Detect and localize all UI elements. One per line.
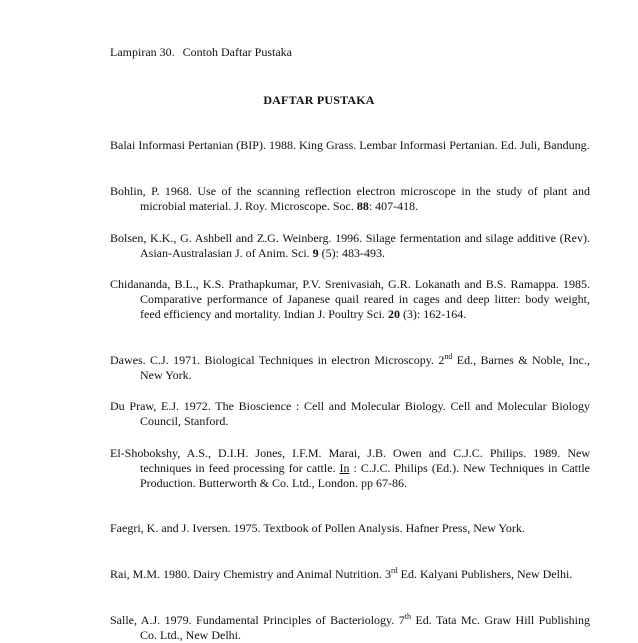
appendix-caption-text: Contoh Daftar Pustaka [182,45,292,59]
reference-entry: Bohlin, P. 1968. Use of the scanning reflection electron microscope in the study of plant and microbial material. J. Roy. Microscope. Soc. 88: 407-418. [110,184,590,213]
reference-entry: Faegri, K. and J. Iversen. 1975. Textbook of Pollen Analysis. Hafner Press, New York. [110,521,525,535]
page-title: DAFTAR PUSTAKA [263,93,375,107]
appendix-caption [110,45,292,60]
reference-entry: Salle, A.J. 1979. Fundamental Principles of Bacteriology. 7th Ed. Tata Mc. Graw Hill Publishing Co. Ltd., New Delhi. [110,612,591,642]
reference-entry: Rai, M.M. 1980. Dairy Chemistry and Animal Nutrition. 3rd Ed. Kalyani Publishers, New Delhi. [110,566,573,581]
reference-entry: Bolsen, K.K., G. Ashbell and Z.G. Weinberg. 1996. Silage fermentation and silage additive (Rev). Asian-Australasian J. of Anim. Sci. 9 (5): 483-493. [110,231,590,260]
reference-entry: Balai Informasi Pertanian (BIP). 1988. King Grass. Lembar Informasi Pertanian. Ed. Juli, Bandung. [110,138,590,152]
reference-entry: Chidananda, B.L., K.S. Prathapkumar, P.V. Srenivasiah, G.R. Lokanath and B.S. Ramappa. 1985. Comparative performance of Japanese quail reared in cages and deep litter: body weight, feed efficiency and mortality. Indian J. Poultry Sci. 20 (3): 162-164. [110,277,590,321]
reference-entry: Du Praw, E.J. 1972. The Bioscience : Cell and Molecular Biology. Cell and Molecular Biology Council, Stanford. [110,399,590,428]
reference-entry: Dawes. C.J. 1971. Biological Techniques in electron Microscopy. 2nd Ed., Barnes & Noble, Inc., New York. [110,352,590,382]
appendix-label: Lampiran 30. [110,45,175,59]
reference-entry: El-Shobokshy, A.S., D.I.H. Jones, I.F.M. Marai, J.B. Owen and C.J.C. Philips. 1989. New techniques in feed processing for cattle. In : C.J.C. Philips (Ed.). New Techniques in Cattle Production. Butterworth & Co. Ltd., London. pp 67-86. [110,446,590,490]
